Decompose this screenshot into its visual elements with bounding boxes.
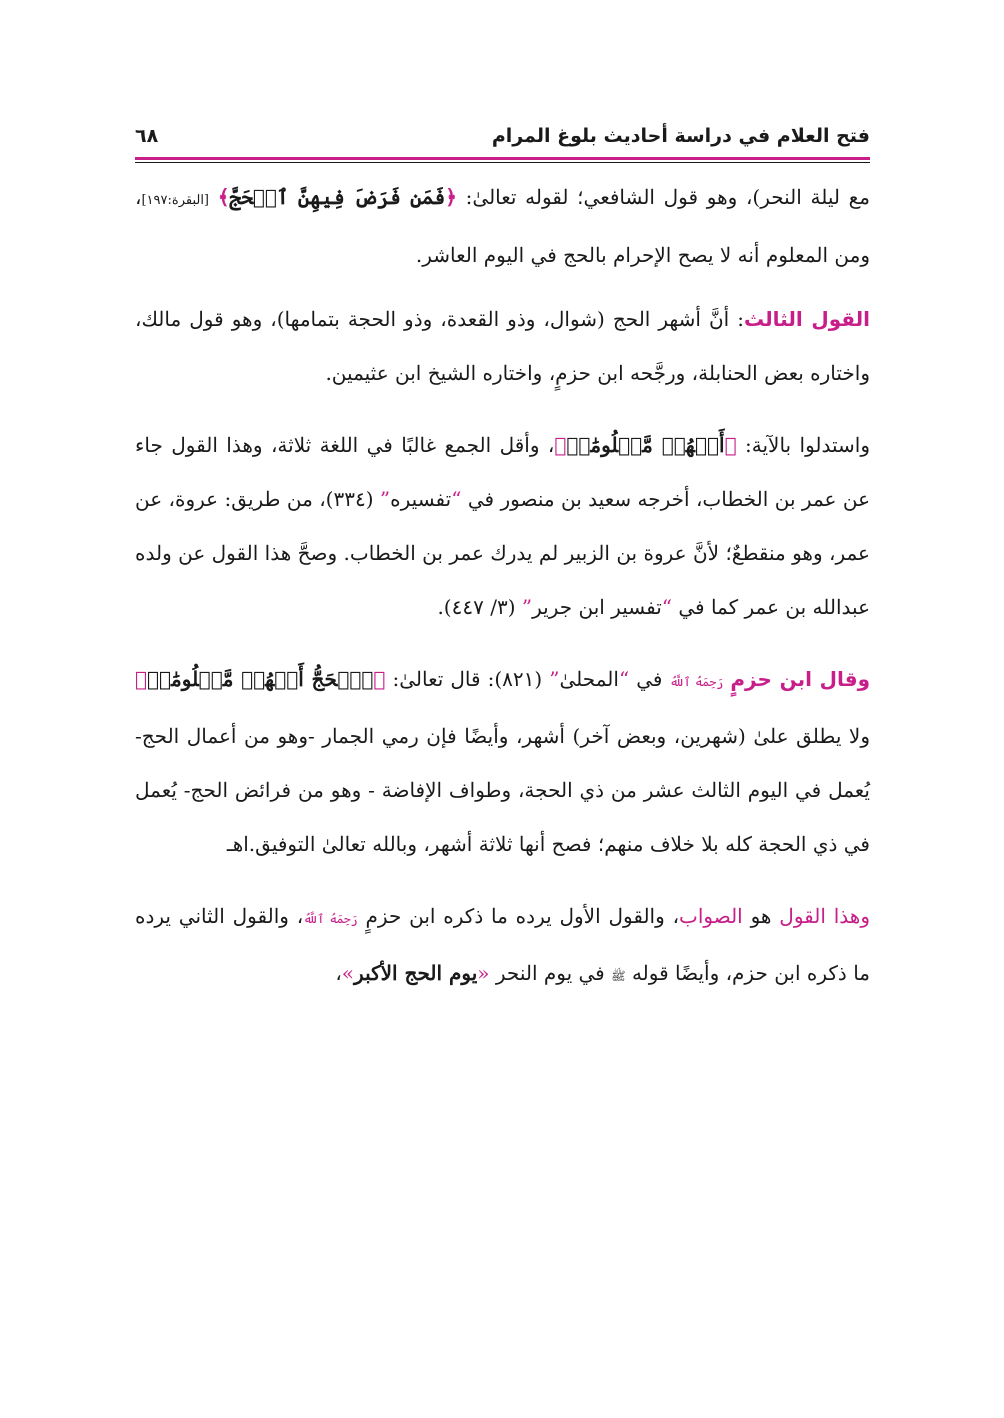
p4-text-3: ولا يطلق علىٰ (شهرين، وبعض آخر) أشهر، وأيضًا فإن رمي الجمار -وهو من أعمال الحج- يُعمل في اليوم الثالث عشر من ذي الحجة، وطواف الإفاضة - وهو من فرائض الحج- يُعمل في ذي الحجة كله بلا خلاف منهم؛ فصح أنها ثلاثة أشهر، وبالله تعالىٰ التوفيق.اهـ [135,724,870,856]
salutation-mark: ﷺ [611,969,626,983]
p4-text-1: في [636,667,663,691]
p1-text-2: ، ومن المعلوم أنه لا يصح الإحرام بالحج في اليوم العاشر. [135,185,870,267]
p3-text-2: ، وأقل الجمع غالبًا في اللغة ثلاثة، وهذا القول جاء عن عمر بن الخطاب، أخرجه سعيد بن منصور في [135,433,870,511]
p5-text-5: ، [335,961,342,985]
paragraph-2 [135,292,870,400]
p5-text-4: في يوم النحر [495,961,605,985]
paragraph-5: وهذا القول هو الصواب، والقول الأول يرده ما ذكره ابن حزمٍ رَحِمَهُ ٱللَّهُ، والقول الثاني يرده ما ذكره ابن حزم، وأيضًا قوله ﷺ في يوم النحر «يوم الحج الأكبر»، [135,904,871,985]
p5-lead: وهذا القول [779,904,871,928]
p5-text-1: هو [750,904,772,928]
correct-view: الصواب [679,904,743,928]
paragraph-4: وقال ابن حزمٍ رَحِمَهُ ٱللَّهُ في “المحلىٰ” (٨٢١): قال تعالىٰ: ﴿ٱلۡحَجُّ أَشۡهُرٞ مَّعۡلُومَٰتٞ﴾ ولا يطلق علىٰ (شهرين، وبعض آخر) أشهر، وأيضًا فإن رمي الجمار -وهو من أعمال الحج- يُعمل في اليوم الثالث عشر من ذي الحجة، وطواف الإفاضة - وهو من فرائض الحج- يُعمل في ذي الحجة كله بلا خلاف منهم؛ فصح أنها ثلاثة أشهر، وبالله تعالىٰ التوفيق.اهـ [135,667,871,856]
p5-text-2: ، والقول الأول يرده ما ذكره ابن حزمٍ [365,904,680,928]
p2-lead: القول الثالث [743,307,870,331]
honorific-mark-2: رَحِمَهُ ٱللَّهُ [303,912,358,926]
body-text [135,170,870,1021]
p1-text: مع ليلة النحر)، وهو قول الشافعي؛ لقوله تعالىٰ: [465,185,870,209]
p4-text-2: (٨٢١): قال تعالىٰ: [392,667,543,691]
paragraph-3: واستدلوا بالآية: ﴿أَشۡهُرٞ مَّعۡلُومَٰتٞ﴾، وأقل الجمع غالبًا في اللغة ثلاثة، وهذا القول جاء عن عمر بن الخطاب، أخرجه سعيد بن منصور في “تفسيره” (٣٣٤)، من طريق: عروة، عن عمر، وهو منقطعٌ؛ لأنَّ عروة بن الزبير لم يدرك عمر بن الخطاب. وصحَّ هذا القول عن ولده عبدالله بن عمر كما في “تفسير ابن جرير” (٣/ ٤٤٧). [135,433,870,619]
p3-text-4: (٣/ ٤٤٧). [437,595,516,619]
paragraph-1 [135,170,870,282]
book-title: فتح العلام في دراسة أحاديث بلوغ المرام [491,125,870,147]
quran-verse-2: ﴿أَشۡهُرٞ مَّعۡلُومَٰتٞ﴾ [554,433,737,457]
quran-verse-3: ﴿ٱلۡحَجُّ أَشۡهُرٞ مَّعۡلُومَٰتٞ﴾ [135,667,386,691]
page-number: ٦٨ [135,125,159,147]
p4-lead: وقال ابن حزمٍ [730,667,871,691]
quran-verse-1: ﴿فَمَن فَرَضَ فِيهِنَّ ٱلۡحَجَّ﴾ [217,185,457,209]
p2-text: : أنَّ أشهر الحج (شوال، وذو القعدة، وذو الحجة بتمامها)، وهو قول مالك، واختاره بعض الحنابلة، ورجَّحه ابن حزمٍ، واختاره الشيخ ابن عثيمين. [135,307,870,385]
p3-text-1: واستدلوا بالآية: [745,433,870,457]
running-header [135,116,870,156]
p3-text-3: (٣٣٤)، من طريق: عروة، عن عمر، وهو منقطعٌ؛ لأنَّ عروة بن الزبير لم يدرك عمر بن الخطاب. وصحَّ هذا القول عن ولده عبدالله بن عمر كما في [135,487,870,619]
header-rule-thin [135,162,870,163]
p5-text-3: ، والقول الثاني يرده ما ذكره ابن حزم، وأيضًا قوله [135,904,870,985]
verse-reference: [البقرة:١٩٧] [141,193,210,208]
header-rule-accent [135,157,870,160]
book-title-tafsir-ibn-jarir: تفسير ابن جرير [532,595,662,619]
book-title-muhalla: المحلىٰ [559,667,619,691]
book-title-tafsir: تفسيره [390,487,452,511]
hadith-quote: يوم الحج الأكبر [354,961,478,985]
honorific-mark: رَحِمَهُ ٱللَّهُ [669,675,724,689]
